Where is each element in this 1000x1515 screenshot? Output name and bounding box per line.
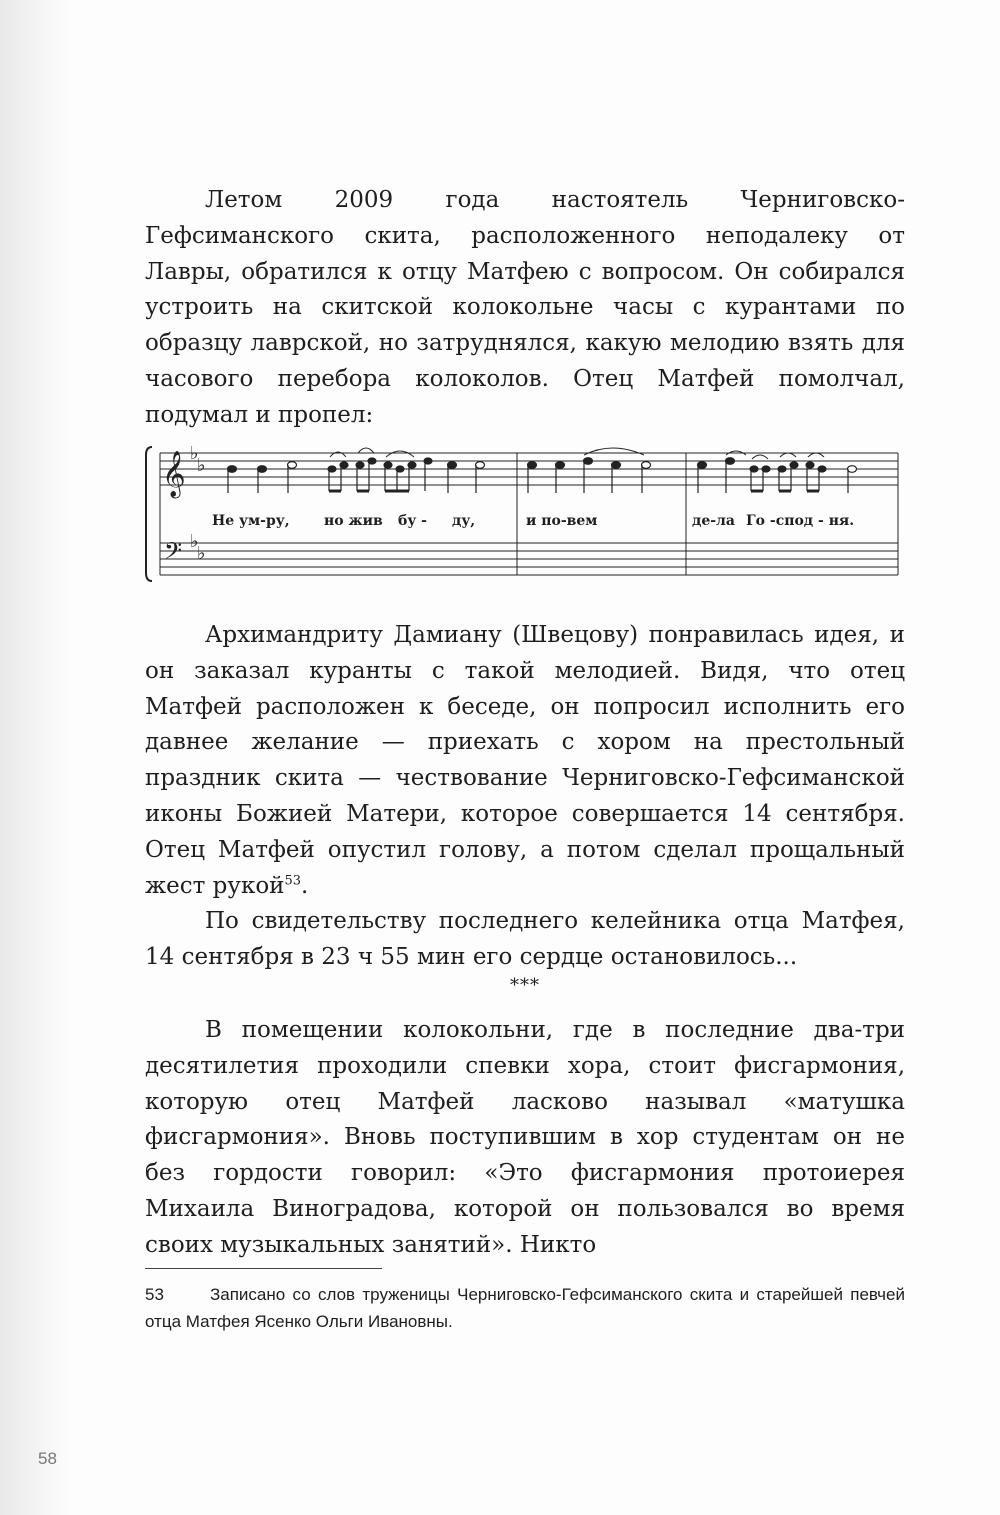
lyric-ne-umru: Не ум-ру, xyxy=(212,513,290,529)
text-block-bottom xyxy=(145,1013,905,1264)
music-score xyxy=(140,435,910,585)
paragraph-archimandrite-text: Архимандриту Дамиану (Швецову) понравилась идея, и он заказал куранты с такой мелодией. Видя, что отец Матфей расположен к беседе, он попросил исполнить его давнее желание — приехать с хором на престольный праздник скита — чествование Черниговско-Гефсиманской иконы Божией Матери, которое совершается 14 сентября. Отец Матфей опустил голову, а потом сделал прощальный жест рукой xyxy=(145,622,905,899)
paragraph-intro: Летом 2009 года настоятель Черниговско-Гефсиманского скита, расположенного неподалеку от Лавры, обратился к отцу Матфею с вопросом. Он собирался устроить на скитской колокольне часы с курантами по образцу лаврской, но затруднялся, какую мелодию взять для часового перебора колоколов. Отец Матфей помолчал, подумал и пропел: xyxy=(145,187,905,428)
lyric-bu: бу - xyxy=(398,513,427,529)
lyric-du: ду, xyxy=(452,513,476,529)
paragraph-archimandrite-end: . xyxy=(301,872,309,899)
footnote xyxy=(145,1281,905,1335)
svg-text:♭: ♭ xyxy=(190,443,199,464)
paragraph-harmonium: В помещении колокольни, где в последние два-три десятилетия проходили спевки хора, стоит фисгармония, которую отец Матфей ласково называл «матушка фисгармония». Вновь поступившим в хор студентам он не без гордости говорил: «Это фисгармония протоиерея Михаила Виноградова, которой он пользовался во время своих музыкальных занятий». Никто xyxy=(145,1017,905,1258)
melody-notes xyxy=(228,458,857,493)
svg-text:♭: ♭ xyxy=(190,531,199,552)
paragraph-testimony: По свидетельству последнего келейника отца Матфея, 14 сентября в 23 ч 55 мин его сердце остановилось... xyxy=(145,908,905,971)
bass-clef-icon: 𝄢 xyxy=(164,537,183,570)
system-bracket xyxy=(146,447,152,581)
svg-text:♭: ♭ xyxy=(197,455,206,476)
paragraph-archimandrite xyxy=(145,618,905,904)
treble-clef-icon: 𝄞 xyxy=(162,451,186,497)
svg-text:♭: ♭ xyxy=(197,543,206,564)
lyric-i-povem: и по-вем xyxy=(526,513,598,529)
page-gutter-shadow xyxy=(0,0,70,1515)
footnote-text: Записано со слов труженицы Черниговско-Гефсиманского скита и старейшей певчей отца Матфея Ясенко Ольги Ивановны. xyxy=(145,1285,905,1331)
footnote-reference[interactable]: 53 xyxy=(284,872,302,888)
lyric-dela: де-ла xyxy=(692,513,735,529)
page-number: 58 xyxy=(38,1449,57,1468)
footnote-divider xyxy=(145,1268,382,1269)
section-separator: *** xyxy=(510,975,540,996)
footnote-number: 53 xyxy=(145,1285,164,1304)
music-score-svg xyxy=(140,435,910,585)
lyric-gospodnya: Го -спод - ня. xyxy=(746,513,855,529)
text-block-middle xyxy=(145,618,905,976)
key-signature-flats xyxy=(190,443,206,564)
text-block-top xyxy=(145,183,905,434)
lyric-no-zhiv: но жив xyxy=(324,513,383,529)
